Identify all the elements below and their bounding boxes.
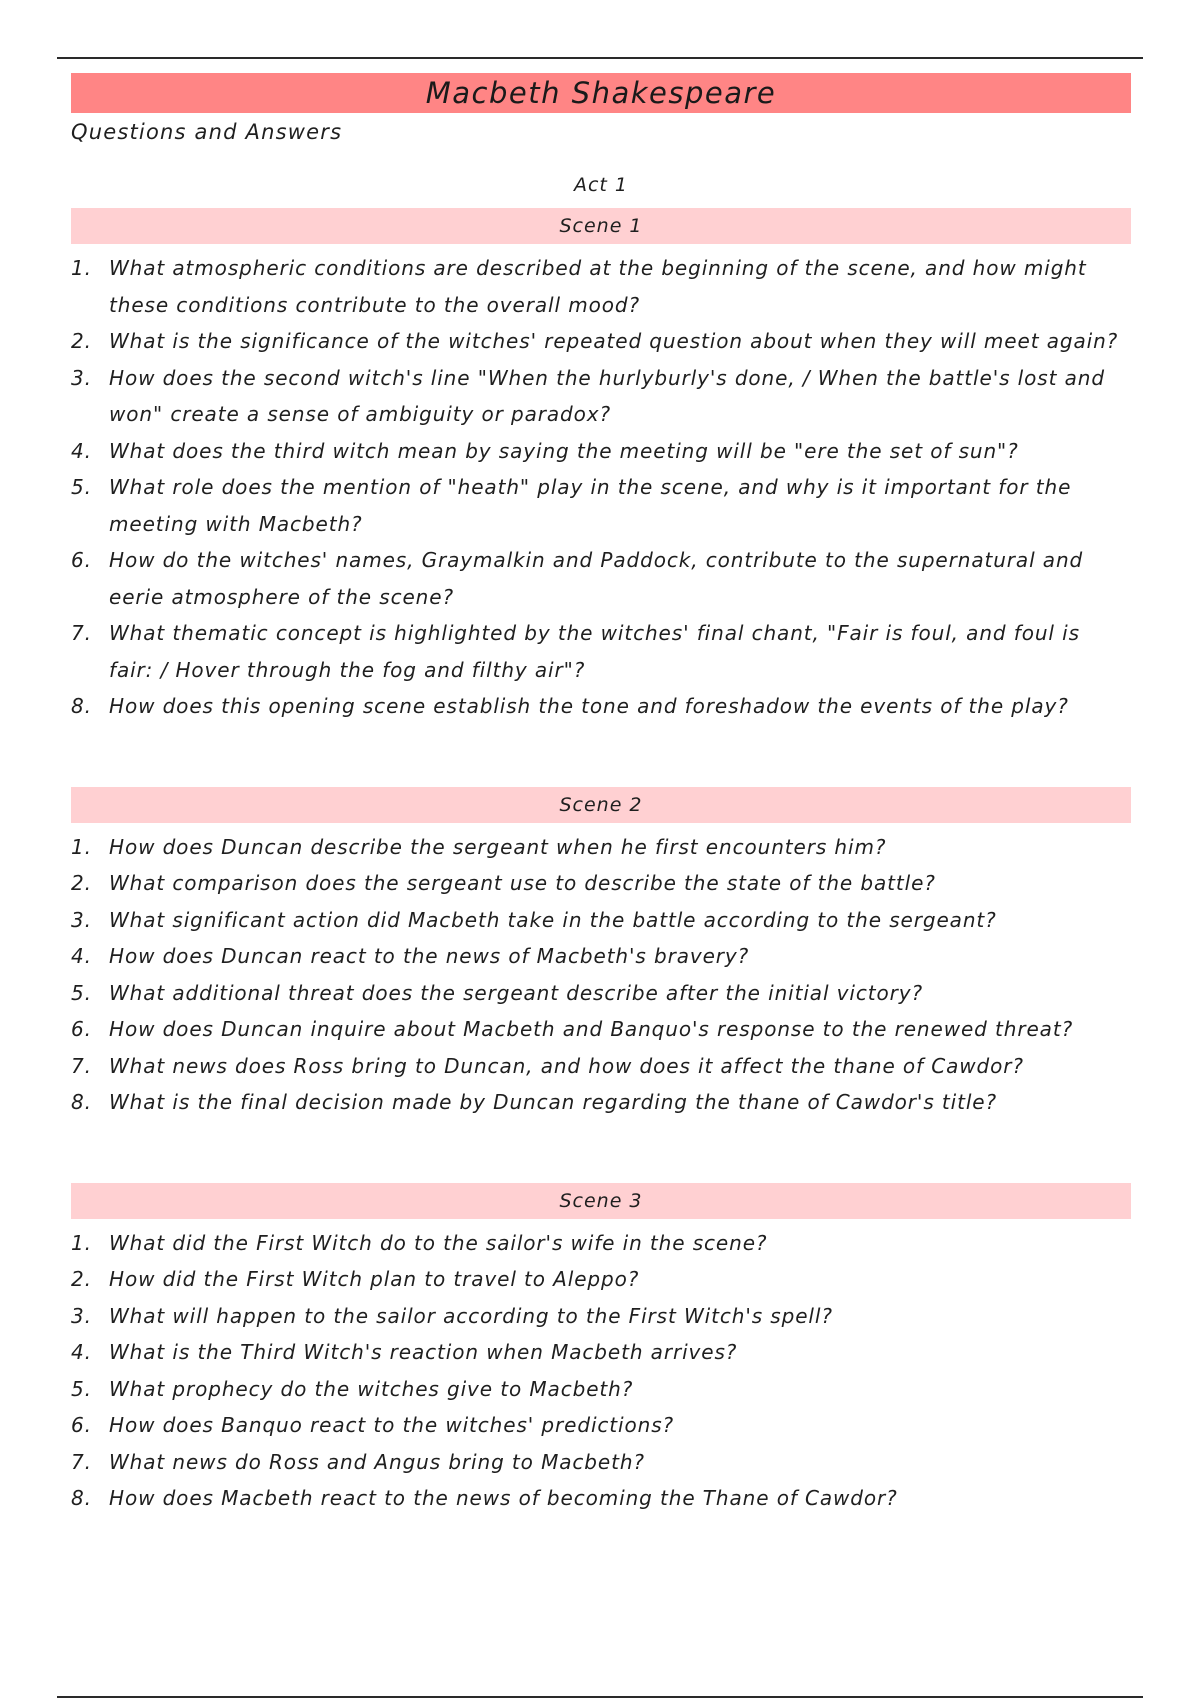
question-item — [71, 323, 1131, 360]
question-text: What comparison does the sergeant use to describe the state of the battle? — [109, 871, 936, 895]
question-item — [71, 688, 1131, 725]
question-item — [71, 1334, 1131, 1371]
question-text: What prophecy do the witches give to Macbeth? — [109, 1376, 634, 1401]
question-text: How does Banquo react to the witches' predictions? — [109, 1413, 675, 1437]
question-number: 2. — [71, 1267, 92, 1291]
question-text: What atmospheric conditions are described at the beginning of the scene, and how might these conditions contribute to the overall mood? — [109, 256, 1087, 317]
question-item — [71, 975, 1131, 1012]
question-number: 1. — [71, 834, 92, 859]
question-text: What does the third witch mean by saying the meeting will be "ere the set of sun"? — [109, 438, 1019, 463]
question-number: 6. — [71, 1017, 92, 1041]
question-text: What additional threat does the sergeant describe after the initial victory? — [109, 980, 924, 1005]
question-text: How does Duncan react to the news of Macbeth's bravery? — [109, 944, 750, 968]
question-text: How does this opening scene establish the tone and foreshadow the events of the play? — [109, 694, 1069, 718]
question-number: 3. — [71, 365, 92, 390]
question-item — [71, 542, 1131, 615]
question-number: 3. — [71, 907, 92, 932]
question-number: 1. — [71, 256, 92, 280]
question-number: 8. — [71, 1486, 92, 1510]
document-subtitle: Questions and Answers — [71, 120, 343, 144]
question-text: What is the final decision made by Duncan regarding the thane of Cawdor's title? — [109, 1090, 998, 1114]
question-text: What did the First Witch do to the sailor's wife in the scene? — [109, 1230, 768, 1255]
question-number: 2. — [71, 329, 92, 353]
question-number: 6. — [71, 548, 92, 572]
question-item — [71, 1371, 1131, 1408]
question-number: 2. — [71, 871, 92, 895]
question-text: How does Macbeth react to the news of becoming the Thane of Cawdor? — [109, 1486, 898, 1510]
question-text: What is the significance of the witches' repeated question about when they will meet again? — [109, 329, 1119, 353]
bottom-rule — [57, 1696, 1143, 1698]
question-number: 1. — [71, 1230, 92, 1255]
question-text: How does the second witch's line "When the hurlyburly's done, / When the battle's lost and won" create a sense of ambiguity or paradox? — [109, 365, 1105, 426]
question-text: What is the Third Witch's reaction when Macbeth arrives? — [109, 1340, 738, 1364]
question-item — [71, 360, 1131, 433]
top-rule — [57, 57, 1143, 59]
question-text: What will happen to the sailor according to the First Witch's spell? — [109, 1303, 833, 1328]
question-text: What significant action did Macbeth take in the battle according to the sergeant? — [109, 907, 997, 932]
question-number: 3. — [71, 1303, 92, 1328]
question-number: 4. — [71, 944, 92, 968]
question-text: What thematic concept is highlighted by the witches' final chant, "Fair is foul, and foul is fair: / Hover through the fog and filthy air"? — [109, 621, 1080, 682]
question-item — [71, 250, 1131, 323]
question-item — [71, 1011, 1131, 1048]
question-number: 7. — [71, 1053, 92, 1078]
question-number: 5. — [71, 1376, 92, 1401]
question-number: 8. — [71, 1090, 92, 1114]
document-body — [71, 73, 1131, 1517]
question-item — [71, 1261, 1131, 1298]
question-item — [71, 469, 1131, 542]
question-number: 5. — [71, 980, 92, 1005]
question-item — [71, 433, 1131, 470]
question-item — [71, 865, 1131, 902]
question-item — [71, 1407, 1131, 1444]
question-number: 4. — [71, 438, 92, 463]
question-item — [71, 1084, 1131, 1121]
question-item — [71, 615, 1131, 688]
question-number: 7. — [71, 621, 92, 645]
question-number: 7. — [71, 1449, 92, 1474]
question-number: 6. — [71, 1413, 92, 1437]
question-text: How does Duncan describe the sergeant when he first encounters him? — [109, 834, 887, 859]
question-number: 5. — [71, 475, 92, 499]
question-item — [71, 1444, 1131, 1481]
question-item — [71, 829, 1131, 866]
question-item — [71, 1298, 1131, 1335]
question-item — [71, 938, 1131, 975]
question-number: 4. — [71, 1340, 92, 1364]
question-list — [71, 250, 1131, 725]
question-item — [71, 1225, 1131, 1262]
question-text: What news does Ross bring to Duncan, and how does it affect the thane of Cawdor? — [109, 1053, 1024, 1078]
question-text: How do the witches' names, Graymalkin and Paddock, contribute to the supernatural and eerie atmosphere of the scene? — [109, 548, 1084, 609]
question-text: How did the First Witch plan to travel to Aleppo? — [109, 1267, 640, 1291]
question-text: How does Duncan inquire about Macbeth and Banquo's response to the renewed threat? — [109, 1017, 1074, 1041]
question-number: 8. — [71, 694, 92, 718]
question-text: What role does the mention of "heath" play in the scene, and why is it important for the meeting with Macbeth? — [109, 475, 1072, 536]
scene-heading: Scene 2 — [71, 787, 1131, 823]
question-item — [71, 1480, 1131, 1517]
scene-heading: Scene 3 — [71, 1183, 1131, 1219]
question-list — [71, 829, 1131, 1121]
question-item — [71, 1048, 1131, 1085]
scene-heading: Scene 1 — [71, 208, 1131, 244]
act-heading: Act 1 — [573, 174, 629, 196]
document-title: Macbeth Shakespeare — [71, 73, 1131, 113]
question-list — [71, 1225, 1131, 1517]
question-text: What news do Ross and Angus bring to Macbeth? — [109, 1449, 645, 1474]
question-item — [71, 902, 1131, 939]
